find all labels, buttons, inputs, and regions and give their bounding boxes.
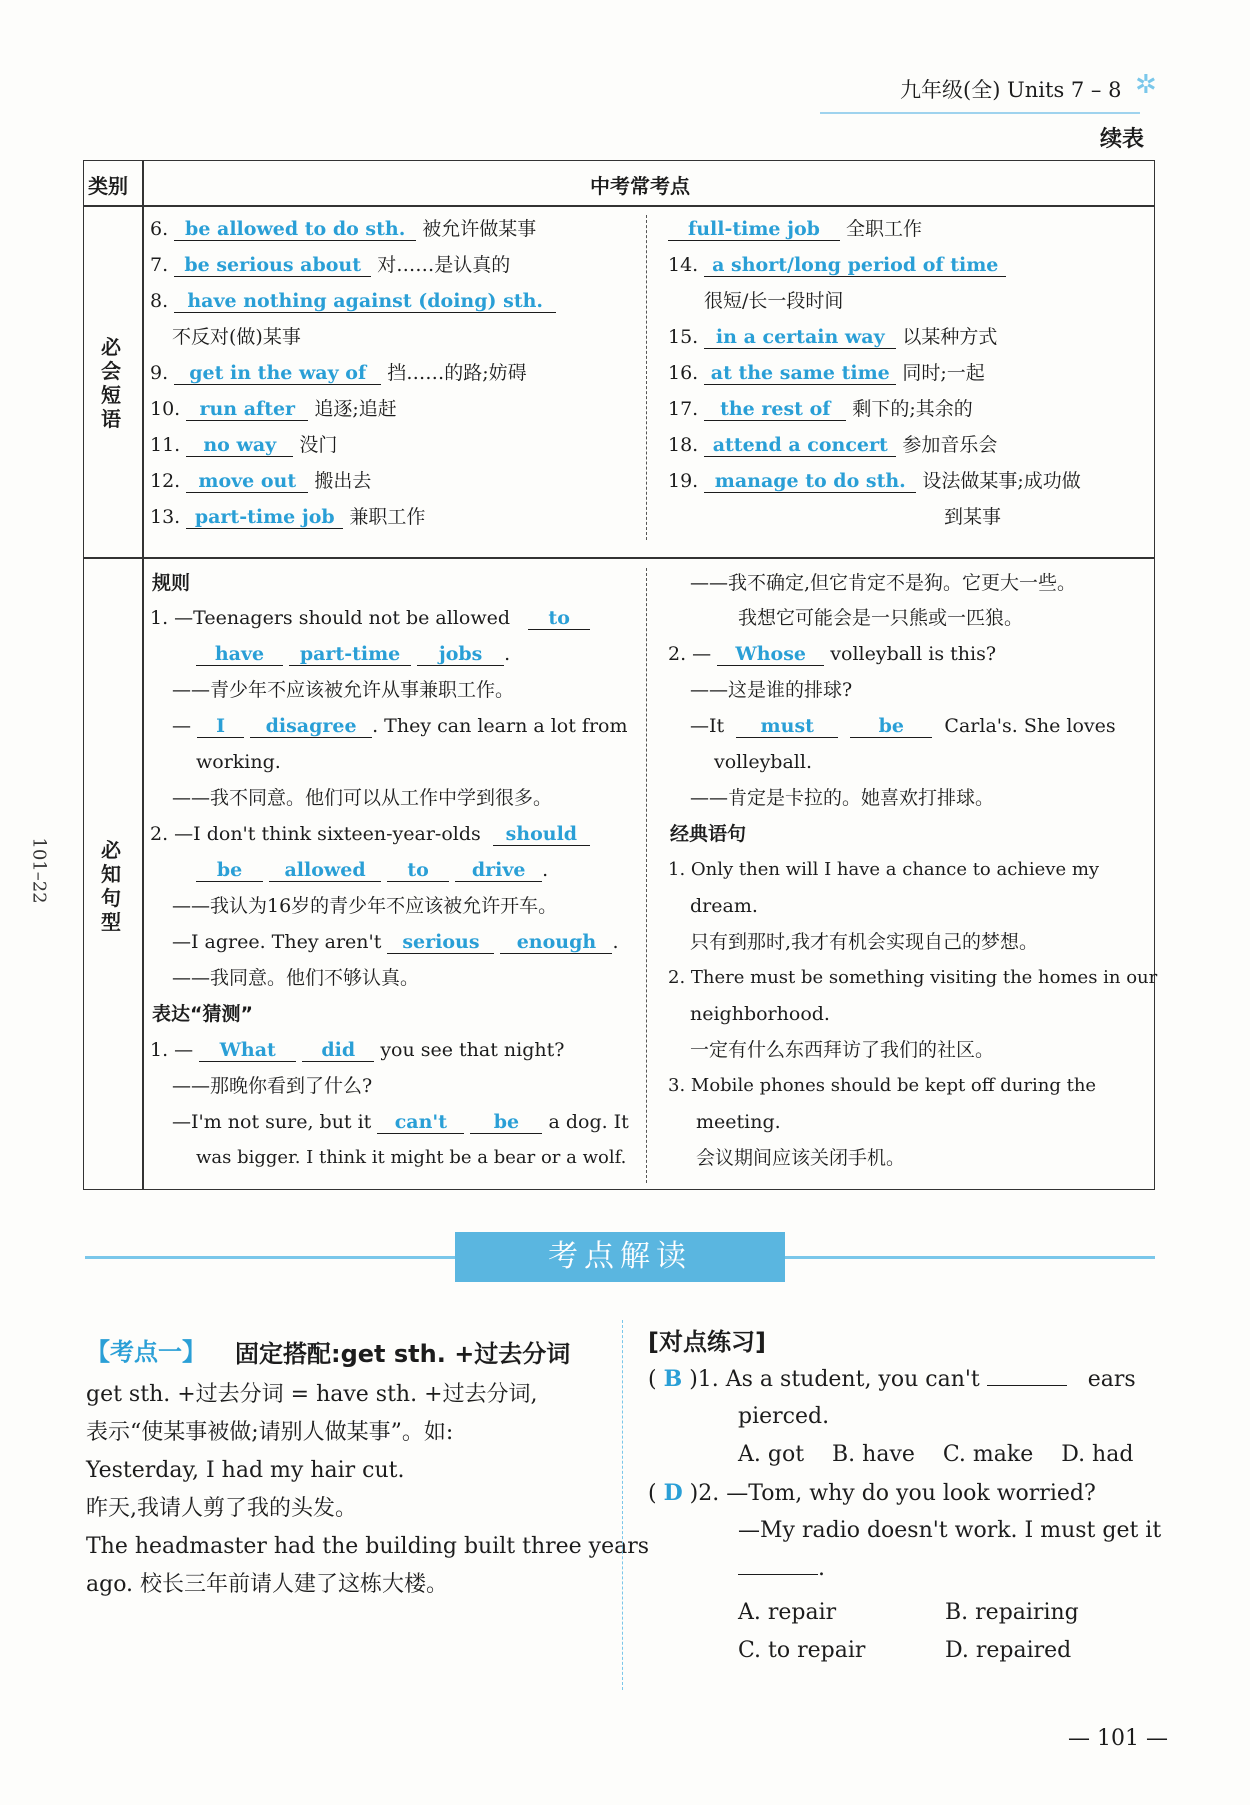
table-category-rule bbox=[142, 161, 144, 1189]
option-b: B. repairing bbox=[945, 1600, 1079, 1625]
sentence-line: meeting. bbox=[696, 1111, 781, 1133]
phrase-item: 13. part-time job 兼职工作 bbox=[150, 506, 426, 528]
sentence-cn: ——我认为16岁的青少年不应该被允许开车。 bbox=[172, 895, 558, 917]
sentence-cn: 我想它可能会是一只熊或一匹狼。 bbox=[738, 607, 1024, 629]
phrase-item: 16. at the same time 同时;一起 bbox=[668, 362, 985, 384]
sentence-line: — I disagree . They can learn a lot from bbox=[172, 715, 628, 737]
phrase-item: 9. get in the way of 挡……的路;妨碍 bbox=[150, 362, 527, 384]
phrase-item: 18. attend a concert 参加音乐会 bbox=[668, 434, 998, 456]
option-d: D. repaired bbox=[945, 1638, 1072, 1663]
explanation-line: 表示“使某事被做;请别人做某事”。如: bbox=[86, 1420, 454, 1445]
sentence-line: —It must be Carla's. She loves bbox=[690, 715, 1116, 737]
sentence-cn: ——我不同意。他们可以从工作中学到很多。 bbox=[172, 787, 553, 809]
sentence-cn: ——肯定是卡拉的。她喜欢打排球。 bbox=[690, 787, 995, 809]
example-line: Yesterday, I had my hair cut. bbox=[86, 1458, 405, 1483]
column-divider bbox=[646, 215, 647, 540]
sentence-line: —I'm not sure, but it can't be a dog. It bbox=[172, 1111, 629, 1133]
sentence-line: —I agree. They aren't serious enough . bbox=[172, 931, 619, 953]
phrase-item: 很短/长一段时间 bbox=[704, 290, 844, 312]
sentence-line: 2. —I don't think sixteen-year-olds should bbox=[150, 821, 590, 847]
example-line: 昨天,我请人剪了我的头发。 bbox=[86, 1496, 357, 1521]
sentence-cn: ——那晚你看到了什么? bbox=[172, 1075, 373, 1097]
row-label-patterns: 必知句型 bbox=[101, 838, 121, 934]
question-2-blank: . bbox=[738, 1550, 825, 1588]
header-rule bbox=[820, 112, 1140, 114]
phrase-item: 8. have nothing against (doing) sth. bbox=[150, 288, 556, 314]
phrase-item: 11. no way 没门 bbox=[150, 434, 338, 456]
banner-rule bbox=[85, 1256, 455, 1259]
sentence-cn: ——我不确定,但它肯定不是狗。它更大一些。 bbox=[690, 572, 1077, 594]
sentence-line: dream. bbox=[690, 895, 758, 917]
phrase-item: 到某事 bbox=[944, 506, 1002, 528]
phrase-item: 7. be serious about 对……是认真的 bbox=[150, 254, 511, 276]
question-1: ( B )1. As a student, you can't ears bbox=[648, 1366, 1136, 1392]
kaodian-label: 【考点一】 bbox=[86, 1338, 206, 1366]
sentence-line: was bigger. I think it might be a bear or a wolf. bbox=[196, 1147, 627, 1168]
rules-title: 规则 bbox=[152, 572, 191, 594]
phrase-item: 10. run after 追逐;追赶 bbox=[150, 398, 397, 420]
sentence-cn: ——我同意。他们不够认真。 bbox=[172, 967, 420, 989]
section-banner: 考点解读 bbox=[455, 1232, 785, 1282]
side-code: 101–22 bbox=[28, 837, 50, 904]
sentence-cn: ——青少年不应该被允许从事兼职工作。 bbox=[172, 679, 515, 701]
column-divider bbox=[646, 568, 647, 1183]
phrase-item: 19. manage to do sth. 设法做某事;成功做 bbox=[668, 470, 1081, 492]
phrase-item: 14. a short/long period of time bbox=[668, 252, 1006, 278]
phrase-item: 6. be allowed to do sth. 被允许做某事 bbox=[150, 218, 537, 240]
sentence-line: 1. — What did you see that night? bbox=[150, 1039, 565, 1061]
sentence-line: be allowed to drive . bbox=[196, 857, 548, 883]
guess-title: 表达“猜测” bbox=[152, 1003, 253, 1025]
table-row-rule bbox=[84, 557, 1154, 559]
page-number: — 101 — bbox=[1068, 1726, 1168, 1751]
answer-choice: D bbox=[663, 1480, 683, 1506]
example-line: ago. 校长三年前请人建了这栋大楼。 bbox=[86, 1572, 449, 1597]
sentence-line: neighborhood. bbox=[690, 1003, 830, 1025]
sentence-cn: 一定有什么东西拜访了我们的社区。 bbox=[690, 1039, 995, 1061]
sentence-line: volleyball. bbox=[714, 751, 812, 773]
sparkle-icon: ✲ bbox=[1135, 70, 1157, 100]
phrase-item: 不反对(做)某事 bbox=[172, 326, 301, 348]
sentence-line: have part-time jobs . bbox=[196, 641, 510, 667]
sentence-line: 2. There must be something visiting the homes in our bbox=[668, 967, 1158, 988]
classic-title: 经典语句 bbox=[670, 823, 747, 845]
practice-title: [对点练习] bbox=[648, 1328, 766, 1356]
phrase-item: 15. in a certain way 以某种方式 bbox=[668, 326, 998, 348]
column-divider bbox=[622, 1320, 623, 1690]
phrase-item: 12. move out 搬出去 bbox=[150, 470, 372, 492]
option-c: C. to repair bbox=[738, 1638, 866, 1663]
sentence-cn: ——这是谁的排球? bbox=[690, 679, 853, 701]
question-2: ( D )2. —Tom, why do you look worried? bbox=[648, 1480, 1096, 1506]
sentence-line: working. bbox=[196, 751, 281, 773]
continued-label: 续表 bbox=[1100, 127, 1145, 152]
table-header-rule bbox=[84, 205, 1154, 207]
question-2-cont: —My radio doesn't work. I must get it bbox=[738, 1518, 1162, 1543]
phrase-item: full-time job 全职工作 bbox=[668, 216, 922, 242]
question-1-cont: pierced. bbox=[738, 1404, 830, 1429]
question-1-options: A. got B. have C. make D. had bbox=[738, 1442, 1134, 1467]
example-line: The headmaster had the building built three years bbox=[86, 1534, 650, 1559]
option-a: A. repair bbox=[738, 1600, 837, 1625]
phrase-item: 17. the rest of 剩下的;其余的 bbox=[668, 398, 973, 420]
sentence-line: 1. Only then will I have a chance to achieve my bbox=[668, 859, 1100, 880]
sentence-line: 1. —Teenagers should not be allowed to bbox=[150, 605, 590, 631]
kaodian-title: 固定搭配:get sth. +过去分词 bbox=[235, 1340, 571, 1368]
row-label-phrases: 必会短语 bbox=[101, 335, 121, 431]
banner-rule bbox=[785, 1256, 1155, 1259]
sentence-cn: 会议期间应该关闭手机。 bbox=[696, 1147, 906, 1169]
header-main: 中考常考点 bbox=[590, 174, 690, 198]
sentence-line: 2. — Whose volleyball is this? bbox=[668, 643, 997, 665]
explanation-line: get sth. +过去分词 = have sth. +过去分词, bbox=[86, 1382, 538, 1407]
sentence-cn: 只有到那时,我才有机会实现自己的梦想。 bbox=[690, 931, 1039, 953]
answer-choice: B bbox=[663, 1366, 683, 1392]
sentence-line: 3. Mobile phones should be kept off during the bbox=[668, 1075, 1097, 1096]
summary-table bbox=[83, 160, 1158, 1190]
header-category: 类别 bbox=[88, 174, 128, 198]
page-header-title: 九年级(全) Units 7 – 8 bbox=[900, 78, 1122, 102]
